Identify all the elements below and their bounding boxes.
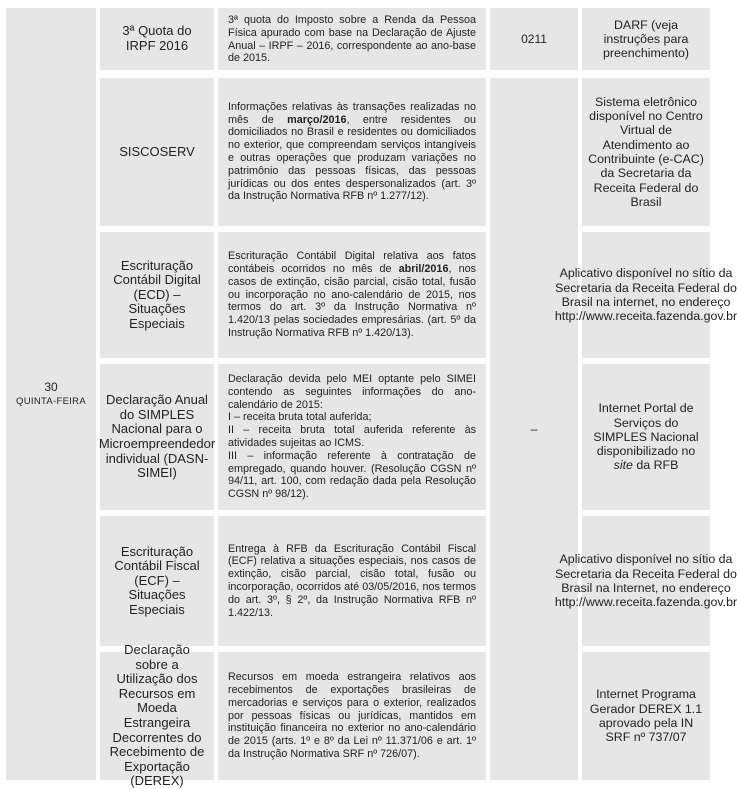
description-cell [218, 652, 486, 780]
description-line: Declaração devida pelo MEI optante pelo SIMEI contendo as seguintes informações do ano-calendário de 2015: [228, 373, 476, 411]
day-cell [6, 8, 96, 780]
description-text: Escrituração Contábil Digital relativa aos fatos contábeis ocorridos no mês de abril/2016, nos casos de extinção, cisão parcial, cisão total, fusão ou incorporação no ano-calendário de 2015, nos termos do art. 3º da Instrução Normativa nº 1.420/13 pelas sociedades empresárias. (art. 5º da Instrução Normativa RFB nº 1.420/13). [228, 250, 476, 339]
description-text: Recursos em moeda estrangeira relativos aos recebimentos de exportações brasileiras de mercadorias e serviços para o exterior, realizados por pessoas físicas ou jurídicas, mantidos em instituição financeira no exterior no ano-calendário de 2015 (arts. 1º e 8º da Lei nº 11.371/06 e art. 1º da Instrução Normativa SRF nº 726/07). [228, 671, 476, 760]
where-to-cell [554, 232, 737, 358]
obligation-name: Declaração sobre a Utilização dos Recursos em Moeda Estrangeira Decorrentes do Recebimento de Exportação (DEREX) [109, 642, 205, 789]
description-cell [218, 8, 486, 70]
where-to-cell [582, 652, 710, 780]
code-value: 0211 [521, 32, 547, 46]
description-line: I – receita bruta total auferida; [228, 411, 372, 424]
code-cell [490, 78, 578, 780]
day-number: 30 [44, 379, 58, 394]
obligation-cell [100, 78, 214, 226]
where-to-text: DARF (veja instruções para preenchimento) [602, 17, 690, 61]
obligation-name: 3ª Quota do IRPF 2016 [122, 23, 192, 53]
description-text: Entrega à RFB da Escrituração Contábil Fiscal (ECF) relativa a situações especiais, nos casos de extinção, cisão parcial, cisão total, fusão ou incorporação, ocorridos até 03/05/2016, nos termos do art. 3º, § 2º, da Instrução Normativa RFB nº 1.422/13. [228, 542, 476, 619]
obligation-name: SISCOSERV [119, 143, 195, 159]
where-to-cell [582, 78, 710, 226]
where-to-text: Sistema eletrônico disponível no Centro Virtual de Atendimento ao Contribuinte (e-CAC) da Secretaria da Receita Federal do Brasil [588, 94, 704, 209]
description-cell [218, 232, 486, 358]
where-to-text: Internet Portal de Serviços do SIMPLES Nacional disponibilizado no site da RFB [593, 401, 699, 473]
where-to-text: Aplicativo disponível no sítio da Secretaria da Receita Federal do Brasil na internet, no endereço http://www.receita.fazenda.gov.br [554, 266, 737, 324]
obligation-cell [100, 516, 214, 646]
description-cell [218, 364, 486, 510]
where-to-cell [582, 364, 710, 510]
description-line: III – informação referente à contratação de empregado, quando houver. (Resolução CGSN nº 94/11, art. 100, com redação dada pela Resolução CGSN nº 98/12). [228, 449, 476, 501]
code-cell [490, 8, 578, 70]
code-value: – [530, 422, 538, 436]
obligation-cell [100, 8, 214, 70]
where-to-text: Aplicativo disponível no sítio da Secretaria da Receita Federal do Brasil na Internet, no endereço http://www.receita.fazenda.gov.br [554, 552, 737, 610]
description-cell [218, 516, 486, 646]
obligation-name: Escrituração Contábil Fiscal (ECF) – Situações Especiais [114, 543, 200, 617]
where-to-cell [582, 8, 710, 70]
description-cell [218, 78, 486, 226]
obligation-name: Declaração Anual do SIMPLES Nacional para o Microempreendedor individual (DASN-SIMEI) [98, 392, 216, 481]
where-to-text: Internet Programa Gerador DEREX 1.1 aprovado pela IN SRF nº 737/07 [589, 687, 703, 745]
where-to-cell [554, 516, 737, 646]
obligation-cell [100, 364, 214, 510]
obligation-cell [100, 642, 214, 789]
day-weekday: QUINTA-FEIRA [16, 395, 86, 407]
obligation-cell [100, 232, 214, 358]
description-text: 3ª quota do Imposto sobre a Renda da Pessoa Física apurado com base na Declaração de Ajuste Anual – IRPF – 2016, correspondente ao ano-base de 2015. [228, 13, 476, 65]
description-text: Informações relativas às transações realizadas no mês de março/2016, entre residentes ou domiciliados no Brasil e residentes ou domiciliados no exterior, que compreendam serviços intangíveis e outras operações que produzam variações no patrimônio das pessoas físicas, das pessoas jurídicas ou dos entes despersonalizados (art. 3º da Instrução Normativa RFB nº 1.277/12). [228, 100, 476, 203]
obligation-name: Escrituração Contábil Digital (ECD) – Situações Especiais [113, 257, 201, 331]
description-line: II – receita bruta total auferida referente às atividades sujeitas ao ICMS. [228, 424, 476, 449]
